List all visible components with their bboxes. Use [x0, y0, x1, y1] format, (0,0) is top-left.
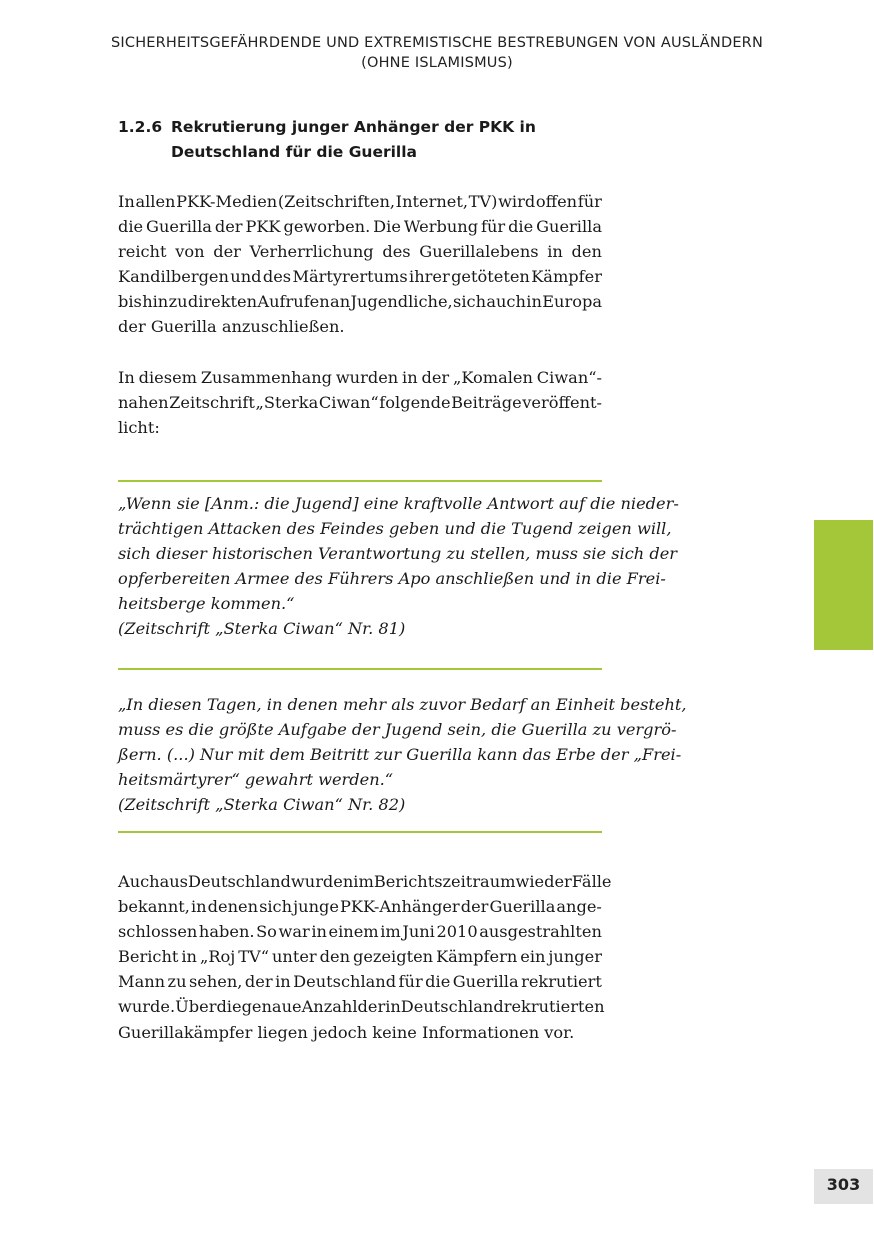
word: „Sterka	[255, 393, 319, 413]
word: im	[353, 872, 374, 891]
section-number: 1.2.6	[118, 118, 163, 136]
text-line	[118, 994, 605, 1019]
word: Guerilla	[452, 972, 519, 992]
word: in	[385, 997, 401, 1017]
word: war	[278, 922, 310, 942]
word: sich	[259, 897, 293, 917]
chapter-side-tab	[814, 520, 873, 650]
word: Deutschland	[188, 872, 291, 891]
word: Juni	[402, 922, 435, 942]
word: unter	[271, 947, 317, 967]
text-line	[118, 919, 602, 944]
section-title-line-2: Deutschland für die Guerilla	[171, 143, 418, 161]
quote-line: opferbereiten Armee des Führers Apo anschließen und in die Frei-	[118, 569, 666, 589]
word: Kämpfern	[436, 947, 518, 967]
word: des	[262, 267, 292, 287]
text-line	[118, 239, 602, 264]
word: In	[118, 368, 135, 387]
quote-divider	[118, 831, 602, 833]
section-title-line-1: Rekrutierung junger Anhänger der PKK in	[171, 118, 536, 136]
word: bekannt,	[118, 897, 190, 917]
word: Ciwan“-	[536, 368, 602, 387]
paragraph-1	[118, 189, 602, 340]
word: die	[425, 972, 451, 992]
word: direkten	[187, 292, 258, 312]
word: In	[118, 192, 135, 211]
word: wird	[498, 192, 536, 211]
text-line	[118, 189, 602, 214]
word: der	[244, 972, 273, 992]
word: in	[275, 972, 291, 992]
word: Deutschland	[293, 972, 397, 992]
word: TV“	[238, 947, 270, 967]
word: rekrutiert	[521, 972, 602, 992]
text-line	[118, 264, 602, 289]
word: Märtyrertums	[292, 267, 408, 287]
word: reicht	[118, 242, 167, 262]
word: wieder	[515, 872, 572, 891]
word: zu	[167, 972, 187, 992]
word: die	[118, 217, 144, 237]
quote-2	[118, 692, 687, 817]
word: diesem	[138, 368, 197, 387]
word: allen	[135, 192, 176, 211]
word: „Roj	[199, 947, 236, 967]
word: hin	[142, 292, 169, 312]
word: Beiträge	[451, 393, 522, 413]
word: denen	[207, 897, 259, 917]
text-line	[118, 969, 602, 994]
text-line: licht:	[118, 418, 160, 438]
word: Über	[175, 997, 217, 1017]
word: in	[311, 922, 327, 942]
word: Deutschland	[400, 997, 504, 1017]
word: einem	[328, 922, 379, 942]
text-line	[118, 390, 602, 415]
word: Europa	[542, 292, 602, 312]
word: Werbung	[403, 217, 479, 237]
word: Aufrufen	[257, 292, 330, 312]
word: PKK-Medien	[176, 192, 278, 211]
word: Guerilla	[489, 897, 556, 917]
word: schlossen	[118, 922, 198, 942]
word: für	[398, 972, 423, 992]
section-title	[171, 115, 536, 165]
word: Guerillalebens	[419, 242, 539, 262]
word: Anzahl	[301, 997, 358, 1017]
word: veröffent-	[522, 393, 602, 413]
word: auch	[486, 292, 526, 312]
word: der	[421, 368, 450, 387]
quote-line: muss es die größte Aufgabe der Jugend sein, die Guerilla zu vergrö-	[118, 720, 677, 740]
text-line	[118, 894, 602, 919]
word: Guerilla	[146, 217, 212, 237]
quote-line: ßern. (...) Nur mit dem Beitritt zur Guerilla kann das Erbe der „Frei-	[118, 745, 682, 765]
word: der	[213, 242, 241, 262]
word: in	[547, 242, 563, 262]
quote-line: „In diesen Tagen, in denen mehr als zuvor Bedarf an Einheit besteht,	[118, 695, 687, 714]
word: Fälle	[571, 872, 612, 891]
word: 2010	[436, 922, 478, 942]
word: gezeigten	[352, 947, 434, 967]
word: in	[181, 947, 197, 967]
word: wurden	[290, 872, 354, 891]
quote-line: heitsmärtyrer“ gewahrt werden.“	[118, 770, 394, 790]
word: von	[175, 242, 205, 262]
word: der	[357, 997, 386, 1017]
page-number: 303	[814, 1169, 873, 1204]
word: genaue	[241, 997, 302, 1017]
text-line	[118, 214, 602, 239]
word: rekrutierten	[503, 997, 605, 1017]
quote-divider	[118, 480, 602, 482]
word: ange-	[556, 897, 602, 917]
word: So	[256, 922, 277, 942]
word: ausgestrahlten	[479, 922, 602, 942]
running-header-line-1: SICHERHEITSGEFÄHRDENDE UND EXTREMISTISCHE BESTREBUNGEN VON AUSLÄNDERN	[110, 35, 764, 51]
word: den	[319, 947, 351, 967]
word: PKK	[245, 217, 281, 237]
quote-line: sich dieser historischen Verantwortung zu stellen, muss sie sich der	[118, 544, 678, 564]
word: folgende	[379, 393, 451, 413]
running-header-line-2: (OHNE ISLAMISMUS)	[361, 55, 513, 71]
text-line	[118, 869, 612, 894]
word: bis	[118, 292, 142, 312]
word: Die	[373, 217, 401, 237]
word: Berichtszeitraum	[373, 872, 516, 891]
word: in	[402, 368, 418, 387]
word: der	[460, 897, 489, 917]
word: wurden	[335, 368, 399, 387]
word: getöteten	[451, 267, 530, 287]
word: TV)	[468, 192, 498, 211]
word: sich	[453, 292, 487, 312]
word: Ciwan“	[318, 393, 379, 413]
word: nahen	[118, 393, 169, 413]
word: geworben.	[283, 217, 371, 237]
word: ein	[520, 947, 546, 967]
word: an	[330, 292, 351, 312]
word: Auch	[118, 872, 160, 891]
word: offen	[535, 192, 578, 211]
word: Mann	[118, 972, 166, 992]
word: Zeitschrift	[169, 393, 255, 413]
paragraph-3	[118, 869, 612, 1045]
word: die	[216, 997, 242, 1017]
word: die	[508, 217, 534, 237]
text-line	[118, 289, 602, 314]
quote-source: (Zeitschrift „Sterka Ciwan“ Nr. 81)	[118, 619, 406, 639]
word: (Zeitschriften,	[277, 192, 396, 211]
paragraph-2	[118, 365, 602, 440]
text-line: der Guerilla anzuschließen.	[118, 317, 345, 337]
text-line: Guerillakämpfer liegen jedoch keine Informationen vor.	[118, 1022, 575, 1042]
word: Internet,	[395, 192, 468, 211]
word: Verherrlichung	[249, 242, 374, 262]
word: wurde.	[118, 997, 176, 1017]
text-line	[118, 365, 602, 390]
quote-divider	[118, 668, 602, 670]
word: junger	[548, 947, 602, 967]
word: des	[382, 242, 411, 262]
word: zu	[168, 292, 188, 312]
word: und	[230, 267, 262, 287]
word: für	[577, 192, 602, 211]
quote-source: (Zeitschrift „Sterka Ciwan“ Nr. 82)	[118, 795, 406, 815]
word: in	[190, 897, 207, 917]
word: für	[480, 217, 506, 237]
word: „Komalen	[452, 368, 533, 387]
word: den	[571, 242, 602, 262]
word: Bericht	[118, 947, 179, 967]
word: Jugendliche,	[350, 292, 453, 312]
word: der	[214, 217, 243, 237]
word: in	[526, 292, 542, 312]
quote-line: trächtigen Attacken des Feindes geben und die Tugend zeigen will,	[118, 519, 672, 539]
word: haben.	[198, 922, 255, 942]
quote-1	[118, 491, 679, 642]
word: ihrer	[409, 267, 450, 287]
text-line	[118, 944, 602, 969]
quote-line: „Wenn sie [Anm.: die Jugend] eine kraftvolle Antwort auf die nieder-	[118, 494, 679, 513]
word: Kandilbergen	[118, 267, 229, 287]
word: Kämpfer	[531, 267, 602, 287]
word: im	[380, 922, 401, 942]
word: junge	[293, 897, 339, 917]
word: aus	[159, 872, 188, 891]
word: Guerilla	[536, 217, 602, 237]
word: sehen,	[188, 972, 243, 992]
word: Zusammenhang	[200, 368, 333, 387]
quote-line: heitsberge kommen.“	[118, 594, 295, 614]
word: PKK-Anhänger	[340, 897, 460, 917]
running-header	[0, 33, 874, 73]
